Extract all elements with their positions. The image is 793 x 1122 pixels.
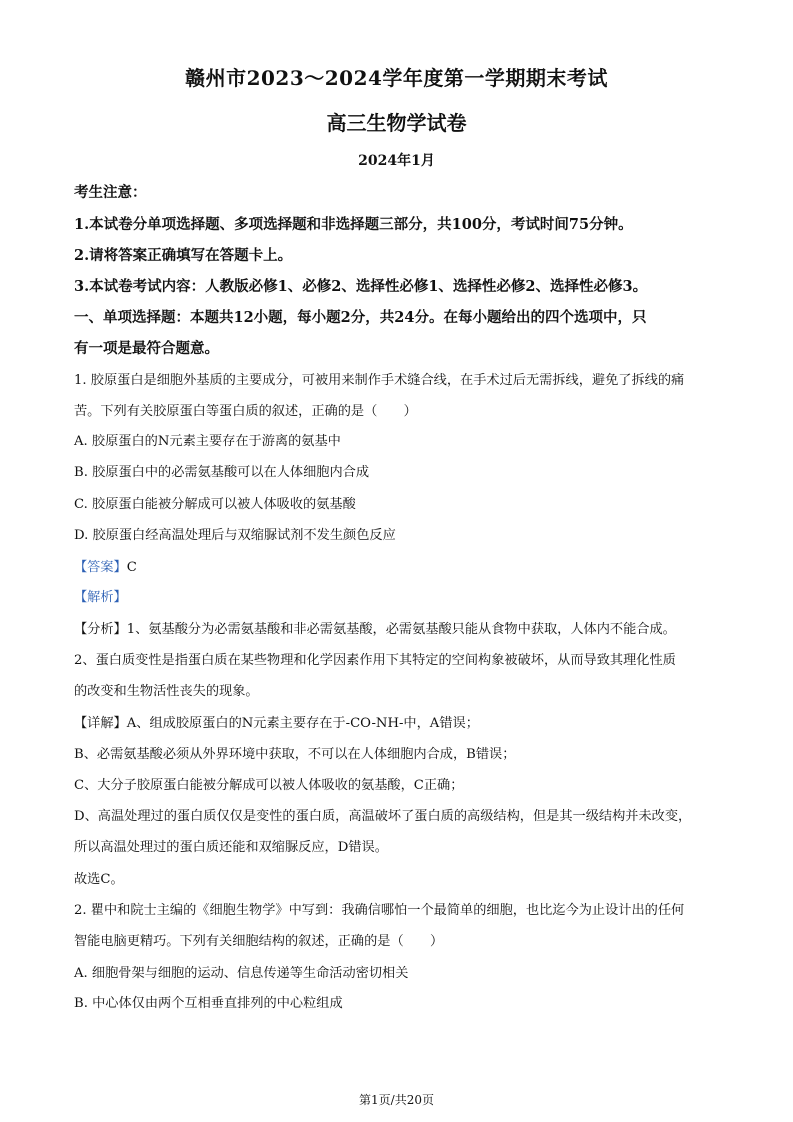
notice-item: 2.请将答案正确填写在答题卡上。	[74, 247, 293, 264]
notice-item: 3.本试卷考试内容：人教版必修1、必修2、选择性必修1、选择性必修2、选择性必修3。	[74, 278, 648, 295]
exam-date: 2024年1月	[358, 153, 435, 169]
analysis-line: 【分析】1、氨基酸分为必需氨基酸和非必需氨基酸，必需氨基酸只能从食物中获取，人体内不能合成。	[74, 622, 676, 637]
section-heading-cont: 有一项是最符合题意。	[74, 340, 219, 357]
section-heading: 一、单项选择题：本题共12小题，每小题2分，共24分。在每小题给出的四个选项中，只	[74, 309, 647, 326]
q1-option-c: C. 胶原蛋白能被分解成可以被人体吸收的氨基酸	[74, 497, 356, 512]
exam-subtitle: 高三生物学试卷	[326, 111, 467, 135]
notice-item: 1.本试卷分单项选择题、多项选择题和非选择题三部分，共100分，考试时间75分钟。	[74, 216, 633, 233]
q1-option-a: A. 胶原蛋白的N元素主要存在于游离的氨基中	[74, 434, 341, 449]
answer-tag: 【答案】	[74, 560, 127, 575]
answer-value: C	[126, 560, 137, 575]
analysis-line: 故选C。	[74, 872, 124, 887]
q2-stem-cont: 智能电脑更精巧。下列有关细胞结构的叙述，正确的是（ ）	[74, 934, 444, 949]
analysis-line: 的改变和生物活性丧失的现象。	[74, 684, 259, 699]
page-number: 第1页/共20页	[359, 1093, 434, 1107]
analysis-line: 所以高温处理过的蛋白质还能和双缩脲反应，D错误。	[74, 840, 388, 855]
notice-heading: 考生注意：	[74, 184, 147, 201]
q1-stem-cont: 苦。下列有关胶原蛋白等蛋白质的叙述，正确的是（ ）	[74, 404, 417, 419]
q1-answer	[74, 556, 137, 575]
q2-option-b: B. 中心体仅由两个互相垂直排列的中心粒组成	[74, 996, 343, 1011]
q2-stem: 2. 瞿中和院士主编的《细胞生物学》中写到：我确信哪怕一个最简单的细胞，也比迄今为止设计出的任何	[74, 903, 685, 918]
analysis-line: C、大分子胶原蛋白能被分解成可以被人体吸收的氨基酸，C正确；	[74, 778, 464, 793]
q1-option-b: B. 胶原蛋白中的必需氨基酸可以在人体细胞内合成	[74, 465, 370, 480]
q2-option-a: A. 细胞骨架与细胞的运动、信息传递等生命活动密切相关	[74, 966, 409, 981]
exam-title: 赣州市2023～2024学年度第一学期期末考试	[185, 66, 608, 90]
analysis-line: 2、蛋白质变性是指蛋白质在某些物理和化学因素作用下其特定的空间构象被破坏，从而导致其理化性质	[74, 653, 676, 668]
analysis-line: B、必需氨基酸必须从外界环境中获取，不可以在人体细胞内合成，B错误；	[74, 747, 516, 762]
q1-option-d: D. 胶原蛋白经高温处理后与双缩脲试剂不发生颜色反应	[74, 528, 396, 543]
analysis-line: 【详解】A、组成胶原蛋白的N元素主要存在于-CO-NH-中，A错误；	[74, 716, 479, 731]
q1-stem: 1. 胶原蛋白是细胞外基质的主要成分，可被用来制作手术缝合线，在手术过后无需拆线，避免了拆线的痛	[74, 373, 685, 388]
analysis-line: D、高温处理过的蛋白质仅仅是变性的蛋白质，高温破坏了蛋白质的高级结构，但是其一级结构并未改变，	[74, 809, 692, 824]
analysis-tag: 【解析】	[74, 590, 127, 605]
